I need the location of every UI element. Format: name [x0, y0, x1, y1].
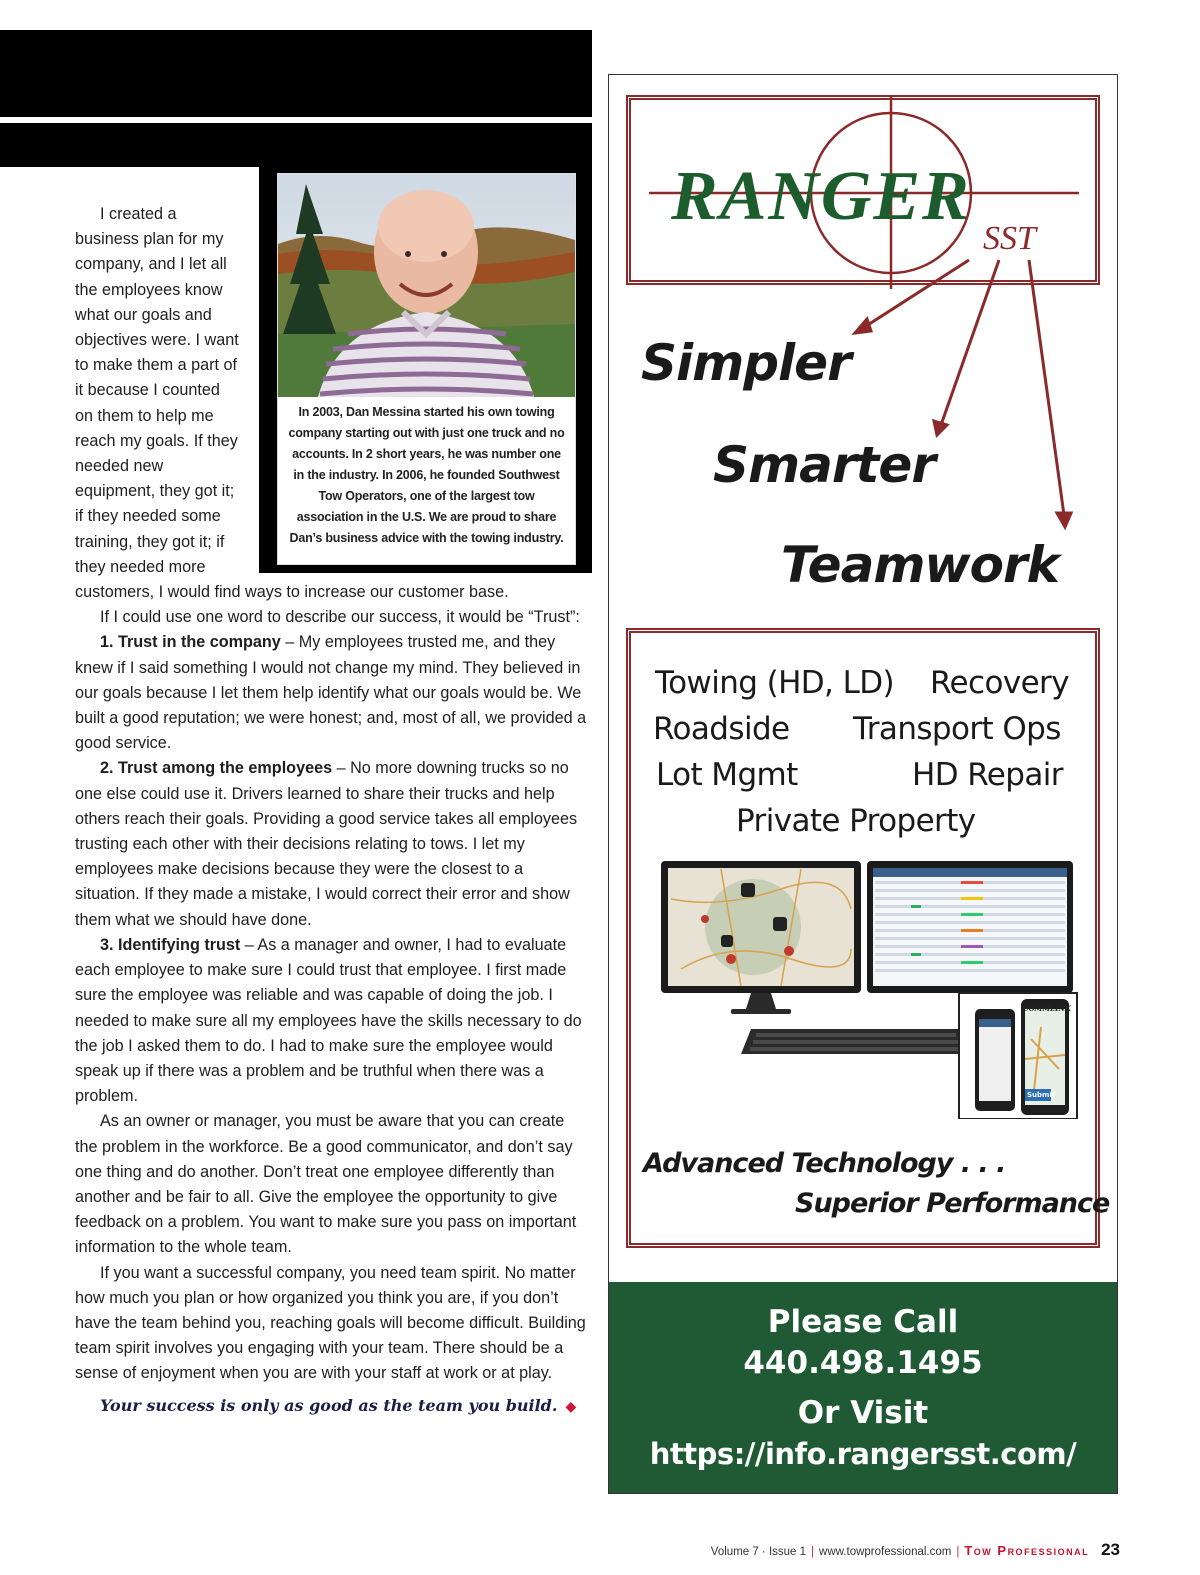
article-paragraph: I created a business plan for my company, and I let all the employees know what our goals and objectives were. I want to make them a part of it because I counted on them to help me reach my goals. If they needed new equipment, they got it; if they needed some training, they got it; if they needed more customers, I would find ways to increase our customer base.	[75, 205, 509, 602]
ranger-advertisement	[608, 74, 1118, 1494]
trust-item-1	[75, 630, 590, 756]
trust-item-heading: 3. Identifying trust	[100, 935, 241, 954]
tagline-advanced-technology: Advanced Technology . . .	[643, 1148, 1006, 1179]
header-bar-secondary	[0, 123, 592, 167]
slogan-simpler: Simpler	[641, 334, 851, 392]
trust-item-3	[75, 933, 590, 1109]
page-footer: Volume 7 · Issue 1 | www.towprofessional.com | Tow Professional 23	[710, 1540, 1120, 1559]
photo-caption: In 2003, Dan Messina started his own towing company starting out with just one truck and no accounts. In 2 short years, he was number one in the industry. In 2006, he founded Southwest Tow Operators, one of the largest tow association in the U.S. We are proud to share Dan’s business advice with the towing industry.	[288, 405, 565, 545]
service-recovery: Recovery	[930, 665, 1069, 701]
cta-phone-number[interactable]: 440.498.1495	[743, 1345, 983, 1381]
cta-or-visit: Or Visit	[797, 1395, 929, 1431]
footer-volume: Volume 7 · Issue 1	[710, 1546, 807, 1558]
service-lot-mgmt: Lot Mgmt	[656, 757, 798, 793]
page-number: 23	[1101, 1540, 1120, 1559]
article-paragraph: If I could use one word to describe our success, it would be “Trust”:	[100, 608, 580, 627]
footer-website[interactable]: www.towprofessional.com	[819, 1546, 952, 1558]
tagline-superior-performance: Superior Performance	[795, 1188, 1110, 1219]
end-diamond-icon: ◆	[565, 1398, 577, 1415]
call-to-action-panel	[609, 1282, 1117, 1493]
trust-item-text: – As a manager and owner, I had to evaluate each employee to make sure I could trust that employee. I first made sure the employee was reliable and was capable of doing the job. I needed to make sure all my employees have the skills necessary to do the job I asked them to do. I had to make sure the employee would speak up if there was a problem and be truthful when there was a problem.	[75, 935, 582, 1106]
closing-text: Your success is only as good as the team you build.	[100, 1395, 558, 1415]
service-private-property: Private Property	[736, 803, 976, 839]
service-roadside: Roadside	[653, 711, 790, 747]
trust-item-heading: 1. Trust in the company	[100, 633, 281, 652]
software-screens-graphic	[661, 859, 1081, 1119]
phone-submit-label: Submit	[1027, 1091, 1056, 1099]
footer-brand: Tow Professional	[964, 1543, 1090, 1558]
article-paragraph: As an owner or manager, you must be aware that you can create the problem in the workforce. Be a good communicator, and don’t say one thing and do another. Don’t treat one employee differently than another and be fair to all. Give the employee the opportunity to give feedback on a problem. You want to make sure you pass on important information to the whole team.	[75, 1112, 577, 1257]
service-towing: Towing (HD, LD)	[655, 665, 895, 701]
ranger-logo-sst: SST	[983, 220, 1036, 257]
author-photo-card	[277, 173, 576, 565]
trust-item-2	[75, 756, 590, 932]
cta-please-call: Please Call	[767, 1304, 959, 1340]
trust-item-text: – My employees trusted me, and they knew if I said something I would not change my mind. They believed in our goals because I let them help identify what our goals would be. We built a good reputation; we were honest; and, most of all, we provided a good service.	[75, 633, 587, 753]
ranger-logo: RANGER	[671, 158, 971, 235]
logo-box	[626, 95, 1100, 285]
trust-item-heading: 2. Trust among the employees	[100, 759, 333, 778]
service-hd-repair: HD Repair	[912, 757, 1063, 793]
cta-website-link[interactable]: https://info.rangersst.com/	[649, 1437, 1077, 1471]
article-paragraph: If you want a successful company, you need team spirit. No matter how much you plan or how organized you think you are, if you don’t have the team behind you, reaching goals will become difficult. Building team spirit involves you engaging with your team. There should be a sense of enjoyment when you are with your staff at work or at play.	[75, 1263, 586, 1383]
trust-item-text: – No more downing trucks so no one else could use it. Drivers learned to share their trucks and help others reach their goals. Providing a good service takes all employees trusting each other with their decisions relating to tows. I let my employees make decisions because they were the closest to a situation. If they made a mistake, I would correct their error and show them what we should have done.	[75, 759, 578, 929]
service-transport-ops: Transport Ops	[853, 711, 1061, 747]
author-photo	[278, 174, 575, 397]
author-photo-frame	[259, 167, 592, 573]
phone-brand-label: COMMLINK	[1023, 1004, 1071, 1013]
slogan-smarter: Smarter	[713, 436, 935, 494]
closing-quote	[75, 1393, 590, 1420]
header-bar	[0, 30, 592, 117]
slogan-teamwork: Teamwork	[781, 536, 1059, 594]
